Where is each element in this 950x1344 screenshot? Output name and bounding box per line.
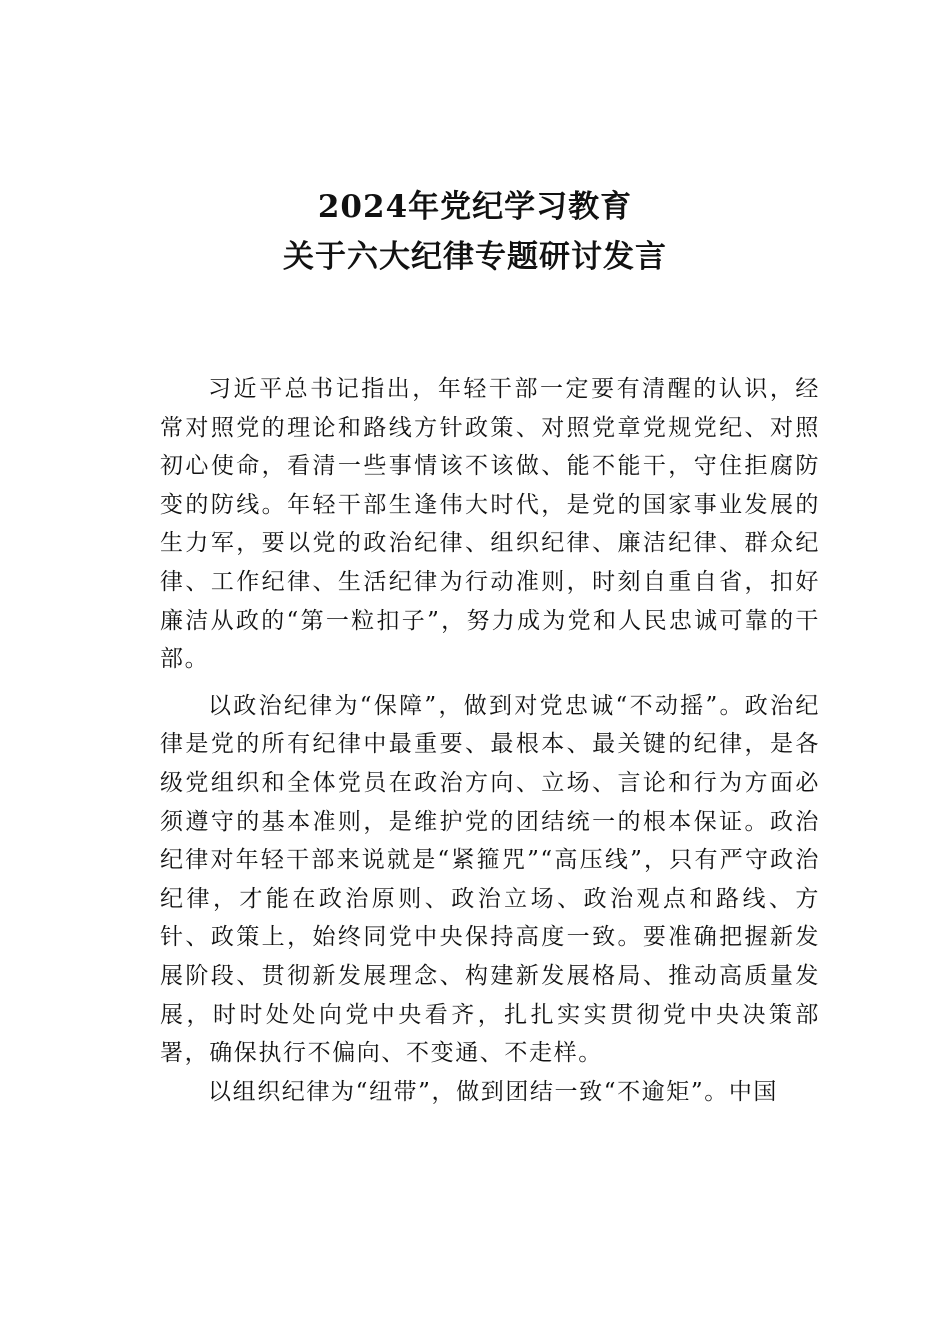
title-line-2: 关于六大纪律专题研讨发言 [283,239,667,275]
document-title [0,182,950,282]
document-body [160,370,820,1111]
paragraph-organizational-discipline: 以组织纪律为“纽带”，做到团结一致“不逾矩”。中国 [208,1078,779,1105]
paragraph-intro: 习近平总书记指出，年轻干部一定要有清醒的认识，经常对照党的理论和路线方针政策、对照党章党规党纪、对照初心使命，看清一些事情该不该做、能不能干，守住拒腐防变的防线。年轻干部生逢伟大时代，是党的国家事业发展的生力军，要以党的政治纪律、组织纪律、廉洁纪律、群众纪律、工作纪律、生活纪律为行动准则，时刻自重自省，扣好廉洁从政的“第一粒扣子”，努力成为党和人民忠诚可靠的干部。 [160,376,820,673]
paragraph-political-discipline: 以政治纪律为“保障”，做到对党忠诚“不动摇”。政治纪律是党的所有纪律中最重要、最根本、最关键的纪律，是各级党组织和全体党员在政治方向、立场、言论和行为方面必须遵守的基本准则，是维护党的团结统一的根本保证。政治纪律对年轻干部来说就是“紧箍咒”“高压线”，只有严守政治纪律，才能在政治原则、政治立场、政治观点和路线、方针、政策上，始终同党中央保持高度一致。要准确把握新发展阶段、贯彻新发展理念、构建新发展格局、推动高质量发展，时时处处向党中央看齐，扎扎实实贯彻党中央决策部署，确保执行不偏向、不变通、不走样。 [160,692,820,1067]
title-line-1: 2024年党纪学习教育 [317,189,633,225]
